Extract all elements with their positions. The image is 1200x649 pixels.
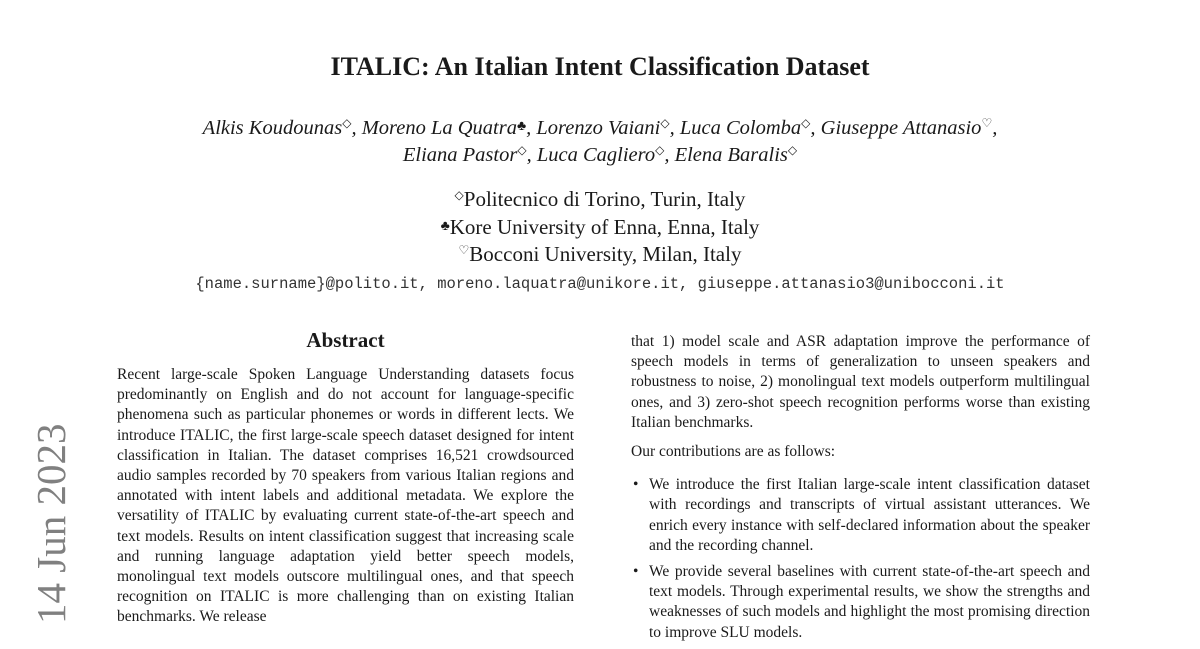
abstract-heading: Abstract (306, 328, 385, 352)
affiliation-politecnico (0, 186, 1200, 213)
author-separator: , (810, 117, 821, 139)
affiliation-bocconi (0, 241, 1200, 268)
affiliation-mark: ◇ (660, 116, 670, 130)
author-name: Lorenzo Vaiani (536, 117, 661, 139)
affiliation-mark: ♣ (440, 219, 450, 234)
list-item (631, 475, 1090, 556)
author-name: Eliana Pastor (402, 144, 518, 166)
left-column (117, 328, 574, 628)
author-separator: , (526, 144, 537, 166)
affiliation-text: Politecnico di Torino, Turin, Italy (463, 187, 746, 211)
author-list (0, 113, 1200, 169)
affiliation-mark: ◇ (655, 143, 665, 157)
arxiv-date-stamp: 14 Jun 2023 (28, 423, 74, 624)
affiliation-mark: ◇ (454, 188, 464, 202)
author-name: Elena Baralis (674, 144, 788, 166)
author-separator: , (351, 117, 362, 139)
contributions-intro: Our contributions are as follows: (631, 443, 836, 461)
bullet-icon: • (633, 563, 639, 581)
affiliation-kore (0, 213, 1200, 241)
author-name: Giuseppe Attanasio (820, 117, 982, 139)
affiliation-mark: ◇ (342, 116, 352, 130)
author-line-1 (0, 113, 1200, 142)
contribution-text: We introduce the first Italian large-scale intent classification dataset with recordings and transcripts of virtual assistant utterances. We enrich every instance with self-declared information about the speaker and the recording channel. (649, 476, 1090, 554)
affiliation-mark: ◇ (801, 116, 811, 130)
author-name: Luca Cagliero (536, 144, 656, 166)
bullet-icon: • (633, 476, 639, 494)
contributions-list (631, 475, 1090, 643)
affiliation-mark: ◇ (787, 143, 798, 157)
author-separator: , (669, 117, 680, 139)
affiliation-text: Bocconi University, Milan, Italy (469, 242, 742, 266)
author-name: Luca Colomba (679, 117, 802, 139)
right-column (631, 332, 1090, 649)
paper-title: ITALIC: An Italian Intent Classification Dataset (330, 52, 870, 81)
intro-continuation-paragraph: that 1) model scale and ASR adaptation improve the performance of speech models in terms of generalization to unseen speakers and robustness to noise, 2) monolingual text models outperform multilingual ones, and 3) zero-shot speech recognition performs worse than existing Italian benchmarks. (631, 333, 1090, 431)
author-separator: , (992, 117, 998, 139)
affiliation-mark: ♣ (516, 119, 527, 134)
list-item (631, 562, 1090, 643)
affiliation-text: Kore University of Enna, Enna, Italy (449, 215, 760, 239)
author-name: Moreno La Quatra (361, 117, 517, 139)
author-separator: , (526, 117, 537, 139)
contribution-text: We provide several baselines with current state-of-the-art speech and text models. Through experimental results, we show the strengths and weaknesses of such models and highlight the most promising direction to improve SLU models. (649, 563, 1090, 641)
author-separator: , (664, 144, 675, 166)
affiliation-mark: ♡ (981, 116, 993, 130)
abstract-text: Recent large-scale Spoken Language Understanding datasets focus predominantly on English and do not account for language-specific phenomena such as particular phonemes or words in different lects. We introduce ITALIC, the first large-scale speech dataset designed for intent classification in Italian. The dataset comprises 16,521 crowdsourced audio samples recorded by 70 speakers from various Italian regions and annotated with intent labels and additional metadata. We explore the versatility of ITALIC by evaluating current state-of-the-art speech and text models. Results on intent classification suggest that increasing scale and running language adaptation yield better speech models, monolingual text models outscore multilingual ones, and that speech recognition on ITALIC is more challenging than on existing Italian benchmarks. We release (117, 366, 574, 626)
affiliation-list (0, 186, 1200, 268)
affiliation-mark: ◇ (517, 143, 527, 157)
author-line-2 (0, 142, 1200, 169)
author-emails: {name.surname}@polito.it, moreno.laquatra@unikore.it, giuseppe.attanasio3@unibocconi.it (195, 275, 1005, 293)
author-name: Alkis Koudounas (202, 117, 343, 139)
affiliation-mark: ♡ (458, 243, 470, 257)
